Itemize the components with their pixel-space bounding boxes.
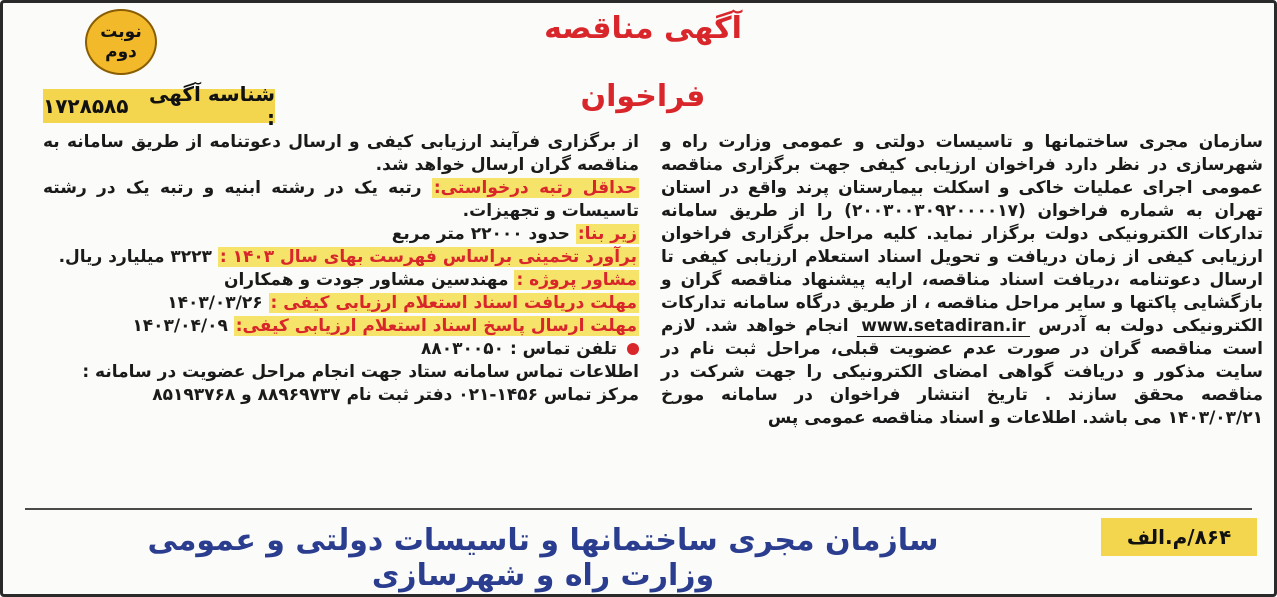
area-value: حدود ۲۲۰۰۰ متر مربع (391, 224, 570, 244)
ad-id-value: ۱۷۲۸۵۸۵ (43, 94, 129, 118)
continuation-text: از برگزاری فرآیند ارزیابی کیفی و ارسال دعوتنامه از طریق سامانه به مناقصه گران ارسال خواهد شد. (43, 132, 639, 175)
ad-id-box (43, 82, 275, 130)
footer-code-box (1101, 518, 1257, 556)
grade-value: رتبه یک در رشته ابنیه و رتبه یک در رشته تاسیسات و تجهیزات. (43, 178, 639, 221)
deadline-receive-label: مهلت دریافت اسناد استعلام ارزیابی کیفی : (270, 293, 637, 313)
badge-line-2: دوم (105, 42, 137, 62)
second-publication-badge (85, 9, 157, 75)
registration-text: انجام خواهد شد. لازم است مناقصه گران در صورت عدم عضویت قبلی، مراحل ثبت نام در سایت مذکور و دریافت گواهی امضای الکترونیکی را جهت شرکت در مناقصه محقق سازند . تاریخ انتشار فراخوان در سامانه مورخ ۱۴۰۳/۰۳/۲۱ می باشد. اطلاعات و اسناد مناقصه عمومی پس (661, 316, 1263, 428)
deadline-submit-line (43, 315, 639, 338)
area-line (43, 223, 639, 246)
estimate-line (43, 246, 639, 269)
consultant-value: مهندسین مشاور جودت و همکاران (223, 270, 509, 290)
notice-title: آگهی مناقصه (544, 11, 742, 46)
body-paragraph (661, 131, 1263, 430)
deadline-submit-label: مهلت ارسال پاسخ اسناد استعلام ارزیابی کیفی: (235, 316, 637, 336)
deadline-receive-line (43, 292, 639, 315)
phone-label: تلفن تماس : (509, 339, 618, 359)
notice-subtitle: فراخوان (580, 79, 706, 114)
grade-line (43, 177, 639, 223)
grade-label: حداقل رتبه درخواستی: (433, 178, 637, 198)
left-column (43, 131, 639, 407)
area-label: زیر بنا: (577, 224, 637, 244)
phone-value: ۸۸۰۳۰۰۵۰ (421, 339, 505, 359)
footer-code: ۸۶۴/م.الف (1126, 525, 1232, 549)
footer-organization: سازمان مجری ساختمانها و تاسیسات دولتی و عمومی وزارت راه و شهرسازی (147, 523, 939, 593)
website-link[interactable]: www.setadiran.ir (857, 316, 1029, 337)
contact-title: اطلاعات تماس سامانه ستاد جهت انجام مراحل عضویت در سامانه : (82, 362, 639, 382)
estimate-value: ۳۲۲۳ میلیارد ریال. (58, 247, 212, 267)
deadline-receive-value: ۱۴۰۳/۰۳/۲۶ (167, 293, 263, 313)
deadline-submit-value: ۱۴۰۳/۰۴/۰۹ (132, 316, 228, 336)
estimate-label: برآورد تخمینی براساس فهرست بهای سال ۱۴۰۳ : (219, 247, 637, 267)
badge-line-1: نوبت (100, 22, 142, 42)
phone-line (43, 338, 639, 361)
intro-text: سازمان مجری ساختمانها و تاسیسات دولتی و عمومی وزارت راه و شهرسازی در نظر دارد فراخوان ارزیابی کیفی جهت برگزاری مناقصه عمومی اجرای عملیات خاکی و اسکلت بیمارستان پرند واقع در استان تهران به شماره فراخوان (۲۰۰۳۰۰۳۰۹۲۰۰۰۰۱۷) را از طریق سامانه تدارکات الکترونیکی دولت برگزار نماید. کلیه مراحل برگزاری فراخوان ارزیابی کیفی از زمان دریافت و تحویل اسناد استعلام ارزیابی کیفی تا ارسال دعوتنامه ،دریافت اسناد مناقصه، ارایه پیشنهاد مناقصه گران و بازگشایی پاکتها و سایر مراحل مناقصه ، از طریق درگاه سامانه تدارکات الکترونیکی دولت به آدرس (661, 132, 1263, 336)
contact-numbers: مرکز تماس ۱۴۵۶-۰۲۱ دفتر ثبت نام ۸۸۹۶۹۷۳۷ و ۸۵۱۹۳۷۶۸ (152, 385, 639, 405)
footer-divider (25, 508, 1252, 510)
phone-bullet-icon (627, 343, 639, 355)
consultant-line (43, 269, 639, 292)
ad-id-label: شناسه آگهی : (148, 82, 275, 130)
right-column (661, 131, 1263, 430)
consultant-label: مشاور پروژه : (516, 270, 637, 290)
